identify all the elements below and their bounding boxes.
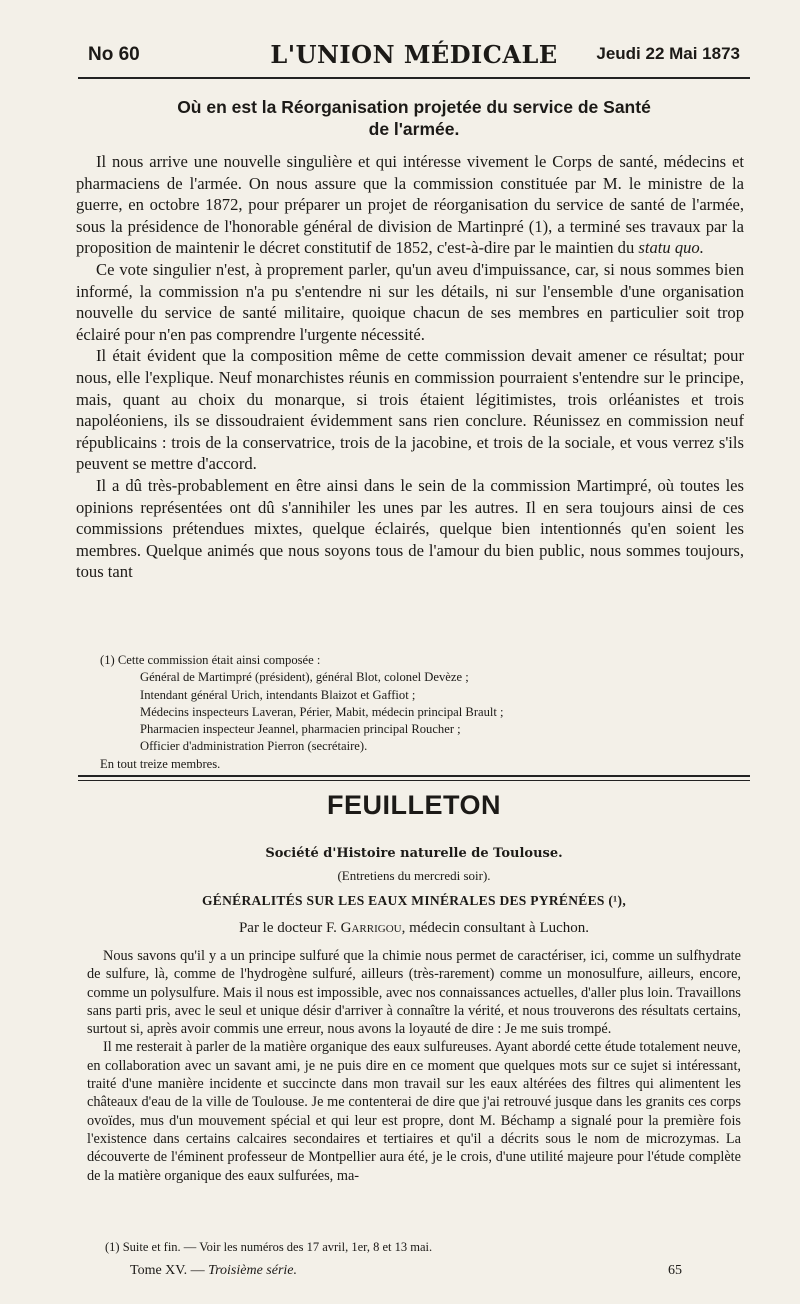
section-divider bbox=[78, 775, 750, 781]
entretiens-subtitle: (Entretiens du mercredi soir). bbox=[337, 868, 491, 883]
feuilleton-title: GÉNÉRALITÉS SUR LES EAUX MINÉRALES DES PYRÉNÉES (¹), bbox=[202, 893, 626, 908]
member-line: Médecins inspecteurs Laveran, Périer, Mabit, médecin principal Brault ; bbox=[140, 704, 504, 719]
paragraph-text: Il nous arrive une nouvelle singulière et qui intéresse vivement le Corps de santé, médecins et pharmaciens de l'armée. On nous assure que la commission constituée par M. le ministre de la guerre, en octobre 1872, pour préparer un projet de réorganisation du service de santé de l'armée, sous la présidence de l'honorable général de division de Martinpré (1), a terminé ses travaux par la proposition de maintenir le décret constitutif de 1852, c'est-à-dire par le maintien du bbox=[76, 152, 744, 258]
serie-label: Troisième série. bbox=[208, 1263, 298, 1278]
footnote bbox=[100, 652, 740, 773]
author-prefix: Par le docteur bbox=[238, 920, 323, 936]
author-name: F. Garrigou, bbox=[326, 920, 406, 936]
article-title-line-1: Où en est la Réorganisation projetée du service de Santé bbox=[177, 97, 651, 117]
issue-date: Jeudi 22 Mai 1873 bbox=[596, 44, 740, 63]
footnote-total: En tout treize membres. bbox=[100, 756, 221, 771]
commission-member-list bbox=[100, 669, 740, 755]
article-paragraph: Il était évident que la composition même de cette commission devait amener ce résultat; pour nous, elle l'explique. Neuf monarchistes réunis en commission pourraient s'entendre sur le principe, mais, quant au choix du monarque, si trois étaient légitimistes, trois orléanistes et trois napoléoniens, ils se dissoudraient évidemment sans rien conclure. Réunissez en commission neuf républicains : trois de la conservatrice, trois de la jacobine, et trois de la sociale, et vous verrez s'ils peuvent se mettre d'accord. bbox=[76, 346, 744, 474]
article-title-line-2: de l'armée. bbox=[368, 119, 460, 139]
feuilleton-footnote: (1) Suite et fin. — Voir les numéros des 17 avril, 1er, 8 et 13 mai. bbox=[105, 1240, 433, 1254]
feuilleton-body bbox=[87, 947, 741, 1185]
volume-info bbox=[130, 1263, 297, 1279]
feuilleton-heading: FEUILLETON bbox=[326, 790, 501, 820]
member-line: Intendant général Urich, intendants Blaizot et Gaffiot ; bbox=[140, 687, 416, 702]
feuilleton-paragraph: Il me resterait à parler de la matière organique des eaux sulfureuses. Ayant abordé cette étude totalement neuve, en collaboration avec un savant ami, je ne puis dire en ce moment que quelques mots sur ce sujet si intéressant, traité d'une manière incidente et succincte dans mon travail sur les eaux altérées des filtres qui alimentent les châteaux d'eau de la ville de Toulouse. Je me contenterai de dire que j'ai retrouvé jusque dans les granits ces corps ovoïdes, mus d'un mouvement spécial et qui leur est propre, dont M. Béchamp a signalé pour la première fois l'existence dans certains calcaires secondaires et tertiaires et qu'il a décrits sous le nom de microzymas. La découverte de l'éminent professeur de Montpellier aura été, je le crois, d'une utilité majeure pour l'étude complète de la matière organique des eaux sulfurées, ma- bbox=[87, 1039, 741, 1184]
italic-phrase: statu quo. bbox=[638, 238, 704, 258]
feuilleton-paragraph: Nous savons qu'il y a un principe sulfuré que la chimie nous permet de caractériser, ici, comme un sulfhydrate de sulfure, là, comme de l'hydrogène sulfuré, ailleurs (très-rarement) comme un monosulfure, ailleurs, encore, comme un polysulfure. Mais il nous est impossible, avec nos connaissances actuelles, d'aller plus loin. Travaillons sans parti pris, avec le seul et unique désir d'arriver à connaître la vérité, et nous trouverons des résultats certains, surtout si, après avoir commis une erreur, nous avons la loyauté de dire : Je me suis trompé. bbox=[87, 948, 741, 1038]
member-line: Pharmacien inspecteur Jeannel, pharmacien principal Roucher ; bbox=[140, 722, 461, 737]
member-line: Officier d'administration Pierron (secrétaire). bbox=[140, 739, 368, 754]
article-paragraph bbox=[76, 151, 744, 259]
issue-number: No 60 bbox=[88, 44, 140, 65]
member-line: Général de Martimpré (président), général Blot, colonel Devèze ; bbox=[140, 670, 469, 685]
author-line bbox=[78, 920, 750, 937]
article-paragraph: Ce vote singulier n'est, à proprement parler, qu'un aveu d'impuissance, car, si nous sommes bien informé, la commission n'a pu s'entendre ni sur les détails, ni sur l'ensemble d'une organisation nouvelle du service de santé militaire, quoique chacun de ses membres en particulier soit trop éclairé pour n'en pas comprendre l'urgente nécessité. bbox=[76, 259, 744, 344]
tome-label: Tome XV. — bbox=[130, 1263, 205, 1278]
page-number: 65 bbox=[668, 1263, 682, 1278]
article-paragraph: Il a dû très-probablement en être ainsi dans le sein de la commission Martimpré, où toutes les opinions représentées ont dû s'annihiler les unes par les autres. Il en sera toujours ainsi de ces commissions prétendues mixtes, quelque éclairés, quelque bien intentionnés qu'en soient les membres. Quelque animés que nous soyons tous de l'amour du bien public, nous sommes toujours, tous tant bbox=[76, 475, 744, 582]
header-rule bbox=[78, 77, 750, 79]
article-body bbox=[76, 151, 744, 583]
author-suffix: médecin consultant à Luchon. bbox=[409, 920, 590, 936]
article-title bbox=[78, 96, 750, 140]
footnote-lead: (1) Cette commission était ainsi composée : bbox=[100, 653, 321, 667]
journal-title: L'UNION MÉDICALE bbox=[270, 40, 558, 69]
page-header bbox=[88, 40, 740, 74]
society-name: Société d'Histoire naturelle de Toulouse. bbox=[265, 846, 563, 861]
